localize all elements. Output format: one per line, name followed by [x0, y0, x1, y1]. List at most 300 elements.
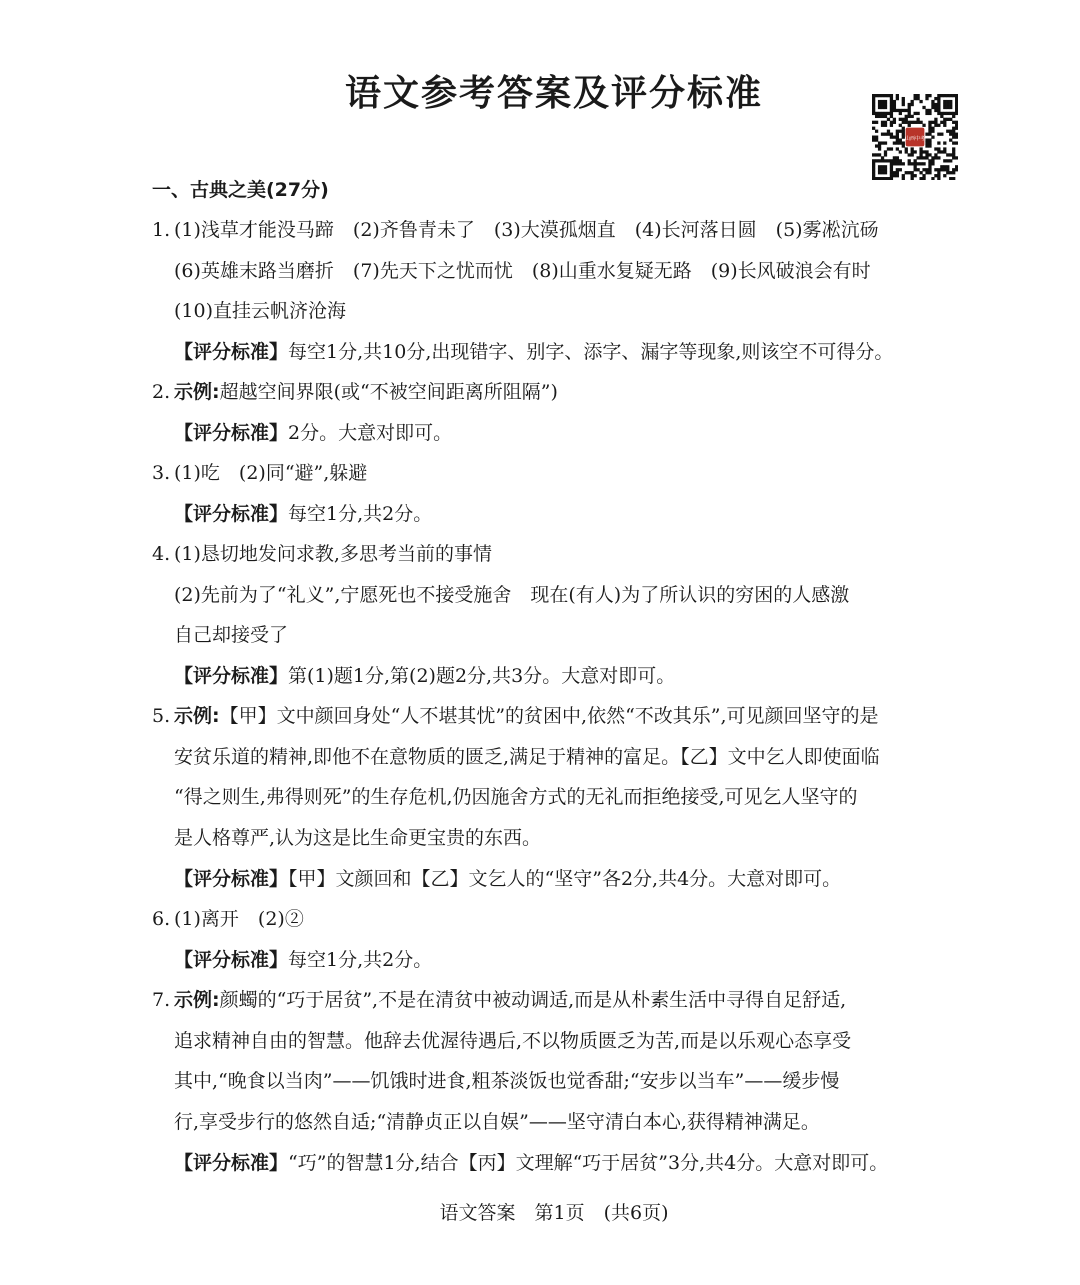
qr-module	[914, 168, 917, 171]
qr-module	[943, 100, 946, 103]
qr-module	[893, 174, 896, 177]
qr-module	[908, 121, 911, 124]
scoring-text: 2分。大意对即可。	[288, 422, 453, 444]
qr-module	[937, 168, 940, 171]
qr-module	[940, 165, 943, 168]
qr-module	[896, 97, 899, 100]
qr-module	[878, 94, 881, 97]
qr-module	[937, 124, 940, 127]
answer-text: 【甲】文中颜回身处“人不堪其忧”的贫困中,依然“不改其乐”,可见颜回坚守的是	[219, 705, 879, 727]
qr-module	[872, 168, 875, 171]
qr-module	[893, 100, 896, 103]
answer-line: “得之则生,弗得则死”的生存危机,仍因施舍方式的无礼而拒绝接受,可见乞人坚守的	[174, 786, 858, 808]
qr-module	[881, 100, 884, 103]
qr-module	[908, 171, 911, 174]
qr-module	[928, 94, 931, 97]
scoring-standard	[174, 1148, 888, 1178]
qr-module	[955, 165, 958, 168]
qr-module	[887, 159, 890, 162]
qr-module	[881, 94, 884, 97]
qr-module	[916, 94, 919, 97]
qr-module	[952, 150, 955, 153]
qr-module	[922, 177, 925, 180]
qr-module	[919, 162, 922, 165]
qr-module	[952, 136, 955, 139]
qr-module	[884, 133, 887, 136]
qr-module	[881, 156, 884, 159]
qr-module	[896, 130, 899, 133]
qr-module	[925, 109, 928, 112]
qr-module	[911, 153, 914, 156]
qr-module	[925, 141, 928, 144]
qr-module	[916, 168, 919, 171]
qr-module	[952, 177, 955, 180]
answer-line: (2)先前为了“礼义”,宁愿死也不接受施舍 现在(有人)为了所认识的穷困的人感激	[174, 584, 850, 606]
answer-line: 行,享受步行的悠然自适;“清静贞正以自娱”——坚守清白本心,获得精神满足。	[174, 1111, 820, 1133]
qr-module	[952, 168, 955, 171]
qr-module	[922, 174, 925, 177]
qr-module	[934, 97, 937, 100]
qr-module	[902, 130, 905, 133]
qr-module	[943, 165, 946, 168]
qr-module	[928, 124, 931, 127]
qr-module	[916, 112, 919, 115]
qr-module	[881, 133, 884, 136]
qr-module	[925, 112, 928, 115]
qr-module	[893, 118, 896, 121]
qr-module	[919, 100, 922, 103]
scoring-standard	[174, 945, 432, 975]
qr-module	[878, 106, 881, 109]
qr-module	[946, 168, 949, 171]
qr-module	[928, 141, 931, 144]
scoring-standard	[174, 418, 452, 448]
qr-module	[955, 136, 958, 139]
qr-module	[919, 147, 922, 150]
page-title: 语文参考答案及评分标准	[344, 73, 763, 114]
scoring-label: 【评分标准】	[174, 949, 289, 971]
qr-module	[887, 177, 890, 180]
qr-module	[911, 171, 914, 174]
qr-module	[931, 162, 934, 165]
qr-module	[934, 153, 937, 156]
qr-module	[928, 144, 931, 147]
qr-module	[955, 100, 958, 103]
qr-module	[919, 171, 922, 174]
qr-module	[922, 168, 925, 171]
qr-module	[884, 165, 887, 168]
qr-module	[878, 144, 881, 147]
qr-module	[872, 100, 875, 103]
qr-module	[943, 168, 946, 171]
qr-module	[905, 121, 908, 124]
qr-module	[946, 165, 949, 168]
qr-module	[949, 138, 952, 141]
qr-module	[925, 171, 928, 174]
qr-module	[878, 168, 881, 171]
qr-module	[952, 147, 955, 150]
qr-module	[952, 133, 955, 136]
qr-module	[878, 100, 881, 103]
qr-module	[914, 162, 917, 165]
qr-module	[872, 106, 875, 109]
question-number: 4.	[152, 543, 171, 565]
answer-line	[174, 985, 846, 1015]
qr-module	[884, 112, 887, 115]
answer-line	[174, 701, 879, 731]
qr-module	[887, 133, 890, 136]
qr-module	[952, 94, 955, 97]
qr-module	[940, 133, 943, 136]
qr-module	[893, 162, 896, 165]
qr-module	[911, 103, 914, 106]
qr-module	[905, 118, 908, 121]
qr-module	[943, 103, 946, 106]
qr-module	[875, 138, 878, 141]
qr-module	[928, 109, 931, 112]
scoring-text: 每空1分,共10分,出现错字、别字、添字、漏字等现象,则该空不可得分。	[288, 341, 894, 363]
qr-module	[881, 159, 884, 162]
qr-module	[928, 112, 931, 115]
qr-module	[911, 147, 914, 150]
qr-module	[908, 103, 911, 106]
qr-module	[943, 121, 946, 124]
qr-module	[881, 115, 884, 118]
qr-module	[955, 156, 958, 159]
qr-module	[908, 115, 911, 118]
qr-module	[902, 97, 905, 100]
qr-module	[952, 127, 955, 130]
qr-module	[902, 109, 905, 112]
qr-module	[952, 121, 955, 124]
qr-module	[872, 121, 875, 124]
qr-module	[893, 136, 896, 139]
qr-module	[946, 112, 949, 115]
qr-module	[937, 112, 940, 115]
scoring-text: 第(1)题1分,第(2)题2分,共3分。大意对即可。	[288, 665, 676, 687]
qr-module	[875, 153, 878, 156]
scoring-label: 【评分标准】	[174, 1152, 289, 1174]
qr-module	[925, 144, 928, 147]
qr-module	[896, 141, 899, 144]
qr-module	[905, 150, 908, 153]
qr-module	[919, 150, 922, 153]
qr-module	[890, 162, 893, 165]
qr-module	[952, 153, 955, 156]
qr-module	[905, 147, 908, 150]
qr-module	[931, 127, 934, 130]
qr-module	[914, 97, 917, 100]
qr-module	[896, 133, 899, 136]
qr-module	[887, 94, 890, 97]
qr-module	[899, 112, 902, 115]
qr-module	[911, 177, 914, 180]
qr-module	[887, 147, 890, 150]
qr-module	[902, 144, 905, 147]
qr-module	[937, 147, 940, 150]
qr-module	[911, 150, 914, 153]
qr-module	[943, 174, 946, 177]
qr-module	[949, 100, 952, 103]
scoring-standard	[174, 337, 893, 367]
qr-module	[890, 100, 893, 103]
answer-text: 颜蠋的“巧于居贫”,不是在清贫中被动调适,而是从朴素生活中寻得自足舒适,	[219, 989, 847, 1011]
qr-module	[955, 109, 958, 112]
qr-module	[922, 124, 925, 127]
qr-module	[949, 153, 952, 156]
qr-module	[916, 156, 919, 159]
qr-module	[902, 162, 905, 165]
qr-module	[872, 177, 875, 180]
scoring-text: “巧”的智慧1分,结合【丙】文理解“巧于居贫”3分,共4分。大意对即可。	[288, 1152, 889, 1174]
qr-module	[931, 159, 934, 162]
qr-module	[890, 112, 893, 115]
scoring-label: 【评分标准】	[174, 868, 289, 890]
qr-module	[881, 112, 884, 115]
scoring-standard	[174, 864, 841, 894]
qr-module	[884, 121, 887, 124]
qr-module	[905, 109, 908, 112]
qr-badge-text: 山西中考	[904, 136, 926, 142]
qr-module	[931, 106, 934, 109]
qr-module	[896, 171, 899, 174]
qr-module	[878, 153, 881, 156]
qr-module	[899, 138, 902, 141]
qr-module	[949, 118, 952, 121]
qr-module	[872, 136, 875, 139]
qr-module	[952, 156, 955, 159]
question-number: 7.	[152, 989, 171, 1011]
qr-module	[934, 168, 937, 171]
qr-module	[914, 174, 917, 177]
qr-module	[872, 162, 875, 165]
qr-module	[928, 168, 931, 171]
qr-module	[925, 150, 928, 153]
qr-code-icon	[872, 94, 958, 180]
qr-module	[893, 109, 896, 112]
qr-module	[899, 130, 902, 133]
qr-module	[928, 153, 931, 156]
qr-module	[937, 94, 940, 97]
qr-module	[875, 159, 878, 162]
qr-module	[890, 133, 893, 136]
qr-module	[875, 115, 878, 118]
qr-module	[925, 168, 928, 171]
qr-module	[872, 94, 875, 97]
qr-module	[905, 115, 908, 118]
qr-module	[934, 103, 937, 106]
qr-module	[899, 109, 902, 112]
answer-line: (6)英雄末路当磨折 (7)先天下之忧而忧 (8)山重水复疑无路 (9)长风破浪会有时	[174, 260, 871, 282]
answer-line: (10)直挂云帆济沧海	[174, 300, 347, 322]
qr-module	[884, 100, 887, 103]
qr-module	[899, 118, 902, 121]
qr-module	[884, 150, 887, 153]
qr-module	[896, 138, 899, 141]
qr-module	[955, 127, 958, 130]
qr-module	[884, 124, 887, 127]
qr-module	[937, 141, 940, 144]
qr-module	[955, 133, 958, 136]
qr-module	[899, 150, 902, 153]
qr-module	[890, 121, 893, 124]
qr-module	[937, 100, 940, 103]
answer-line: 是人格尊严,认为这是比生命更宝贵的东西。	[174, 827, 542, 849]
qr-module	[911, 121, 914, 124]
qr-module	[940, 115, 943, 118]
qr-module	[925, 156, 928, 159]
qr-module	[875, 121, 878, 124]
qr-module	[884, 168, 887, 171]
qr-module	[890, 174, 893, 177]
qr-module	[893, 103, 896, 106]
scoring-standard	[174, 499, 432, 529]
qr-module	[925, 133, 928, 136]
qr-module	[943, 106, 946, 109]
qr-module	[872, 109, 875, 112]
qr-module	[881, 124, 884, 127]
qr-module	[955, 94, 958, 97]
qr-module	[931, 130, 934, 133]
qr-module	[916, 121, 919, 124]
answer-line: (1)恳切地发问求教,多思考当前的事情	[174, 543, 492, 565]
qr-module	[949, 130, 952, 133]
qr-module	[890, 165, 893, 168]
example-label: 示例:	[174, 705, 220, 727]
qr-module	[902, 118, 905, 121]
qr-module	[899, 159, 902, 162]
qr-module	[943, 159, 946, 162]
qr-module	[911, 115, 914, 118]
qr-module	[902, 177, 905, 180]
qr-module	[949, 133, 952, 136]
qr-module	[878, 115, 881, 118]
answer-line: (1)浅草才能没马蹄 (2)齐鲁青未了 (3)大漠孤烟直 (4)长河落日圆 (5)雾凇沆砀	[174, 219, 879, 241]
qr-module	[887, 118, 890, 121]
qr-module	[881, 177, 884, 180]
qr-module	[890, 136, 893, 139]
qr-module	[946, 153, 949, 156]
qr-module	[943, 112, 946, 115]
scoring-text: 【甲】文颜回和【乙】文乞人的“坚守”各2分,共4分。大意对即可。	[288, 868, 842, 890]
qr-module	[878, 177, 881, 180]
qr-module	[878, 147, 881, 150]
qr-module	[949, 159, 952, 162]
qr-module	[955, 168, 958, 171]
qr-module	[875, 112, 878, 115]
qr-module	[914, 94, 917, 97]
qr-module	[940, 94, 943, 97]
scoring-standard	[174, 661, 675, 691]
scoring-label: 【评分标准】	[174, 503, 289, 525]
qr-module	[928, 121, 931, 124]
qr-module	[937, 171, 940, 174]
qr-module	[922, 156, 925, 159]
qr-module	[934, 124, 937, 127]
qr-module	[884, 141, 887, 144]
qr-module	[902, 100, 905, 103]
qr-module	[922, 106, 925, 109]
answer-line: 安贫乐道的精神,即他不在意物质的匮乏,满足于精神的富足。【乙】文中乞人即使面临	[174, 746, 880, 768]
qr-module	[896, 162, 899, 165]
qr-module	[931, 156, 934, 159]
qr-module	[881, 168, 884, 171]
qr-module	[896, 136, 899, 139]
qr-module	[872, 159, 875, 162]
scoring-label: 【评分标准】	[174, 665, 289, 687]
qr-module	[928, 159, 931, 162]
qr-module	[952, 141, 955, 144]
qr-module	[931, 121, 934, 124]
qr-module	[878, 103, 881, 106]
page-footer: 语文答案 第1页 (共6页)	[439, 1202, 669, 1224]
scoring-label: 【评分标准】	[174, 341, 289, 363]
qr-module	[896, 156, 899, 159]
qr-module	[890, 159, 893, 162]
qr-module	[934, 147, 937, 150]
qr-module	[946, 130, 949, 133]
qr-module	[896, 168, 899, 171]
qr-module	[946, 106, 949, 109]
qr-module	[914, 112, 917, 115]
qr-module	[937, 106, 940, 109]
qr-module	[908, 124, 911, 127]
qr-module	[937, 177, 940, 180]
qr-module	[931, 100, 934, 103]
qr-module	[887, 112, 890, 115]
qr-module	[914, 121, 917, 124]
qr-module	[881, 103, 884, 106]
qr-module	[928, 165, 931, 168]
qr-module	[911, 162, 914, 165]
question-number: 3.	[152, 462, 171, 484]
qr-module	[925, 153, 928, 156]
qr-module	[952, 171, 955, 174]
section-heading: 一、古典之美(27分)	[152, 179, 329, 201]
example-label: 示例:	[174, 381, 220, 403]
qr-module	[937, 133, 940, 136]
question-number: 1.	[152, 219, 171, 241]
qr-module	[943, 150, 946, 153]
qr-module	[881, 171, 884, 174]
qr-module	[955, 103, 958, 106]
qr-module	[875, 130, 878, 133]
qr-module	[878, 141, 881, 144]
qr-module	[934, 174, 937, 177]
qr-module	[925, 138, 928, 141]
qr-module	[875, 136, 878, 139]
qr-module	[872, 97, 875, 100]
qr-module	[931, 136, 934, 139]
qr-module	[937, 97, 940, 100]
qr-module	[946, 100, 949, 103]
qr-module	[937, 150, 940, 153]
qr-module	[884, 103, 887, 106]
qr-module	[872, 153, 875, 156]
qr-module	[955, 124, 958, 127]
answer-line	[174, 377, 558, 407]
qr-module	[940, 150, 943, 153]
qr-module	[878, 159, 881, 162]
answer-line: (1)离开 (2)②	[174, 908, 304, 930]
qr-module	[881, 165, 884, 168]
qr-module	[890, 115, 893, 118]
qr-module	[896, 94, 899, 97]
qr-module	[946, 159, 949, 162]
question-number: 2.	[152, 381, 171, 403]
qr-module	[890, 124, 893, 127]
qr-module	[946, 94, 949, 97]
